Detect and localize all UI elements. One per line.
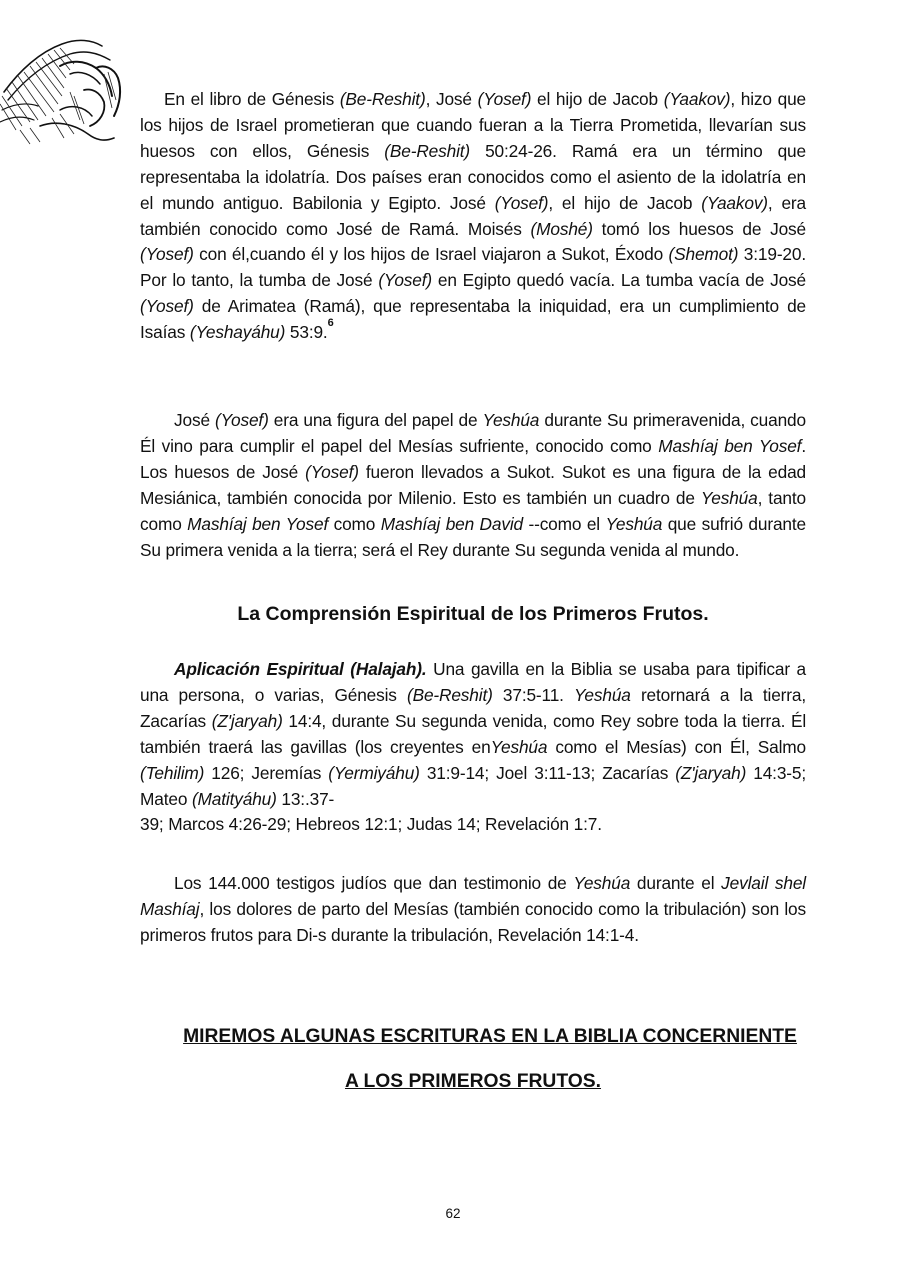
heading-line-2: A LOS PRIMEROS FRUTOS. <box>344 1071 602 1092</box>
praying-hands-icon <box>0 30 130 150</box>
paragraph-halajah: Aplicación Espiritual (Halajah). Una gavilla en la Biblia se usaba para tipificar a una persona, o varias, Génesis (Be-Reshit) 37:5-11. Yeshúa retornará a la tierra, Zacarías (Z'jaryah) 14:4, durante Su segunda venida, como Rey sobre toda la tierra. Él también traerá las gavillas (los creyentes enYeshúa como el Mesías) con Él, Salmo (Tehilim) 126; Jeremías (Yermiyáhu) 31:9-14; Joel 3:11-13; Zacarías (Z'jaryah) 14:3-5; Mateo (Matityáhu) 13:.37- 39; Marcos 4:26-29; Hebreos 12:1; Judas 14; Revelación 1:7. <box>140 659 807 835</box>
paragraph-jose-figure: José (Yosef) era una figura del papel de Yeshúa durante Su primeravenida, cuando Él vino para cumplir el papel del Mesías sufriente, conocido como Mashíaj ben Yosef. Los huesos de José (Yosef) fueron llevados a Sukot. Sukot es una figura de la edad Mesiánica, también conocida por Milenio. Esto es también un cuadro de Yeshúa, tanto como Mashíaj ben Yosef como Mashíaj ben David --como el Yeshúa que sufrió durante Su primera venida a la tierra; será el Rey durante Su segunda venida al mundo. <box>140 410 806 560</box>
paragraph-jose-bones: En el libro de Génesis (Be-Reshit), José (Yosef) el hijo de Jacob (Yaakov), hizo que los hijos de Israel prometieran que cuando fueran a la Tierra Prometida, llevarían sus huesos con ellos, Génesis (Be-Reshit) 50:24-26. Ramá era un término que representaba la idolatría. Dos países eran conocidos como el asiento de la idolatría en el mundo antiguo. Babilonia y Egipto. José (Yosef), el hijo de Jacob (Yaakov), era también conocido como José de Ramá. Moisés (Moshé) tomó los huesos de José (Yosef) con él,cuando él y los hijos de Israel viajaron a Sukot, Éxodo (Shemot) 3:19-20. Por lo tanto, la tumba de José (Yosef) en Egipto quedó vacía. La tumba vacía de José (Yosef) de Arimatea (Ramá), que representaba la iniquidad, era un cumplimiento de Isaías (Yeshayáhu) 53:9.$^6$ <box>140 89 806 343</box>
section-subheading: La Comprensión Espiritual de los Primeros Frutos. <box>237 603 709 625</box>
footnote-marker: 6 <box>327 317 334 330</box>
page-number: 62 <box>445 1206 461 1221</box>
heading-line-1: MIREMOS ALGUNAS ESCRITURAS EN LA BIBLIA CONCERNIENTE <box>183 1026 797 1047</box>
paragraph-144000: Los 144.000 testigos judíos que dan testimonio de Yeshúa durante el Jevlail shel Mashíaj, los dolores de parto del Mesías (también conocido como la tribulación) son los primeros frutos para Di-s durante la tribulación, Revelación 14:1-4. <box>140 873 806 945</box>
